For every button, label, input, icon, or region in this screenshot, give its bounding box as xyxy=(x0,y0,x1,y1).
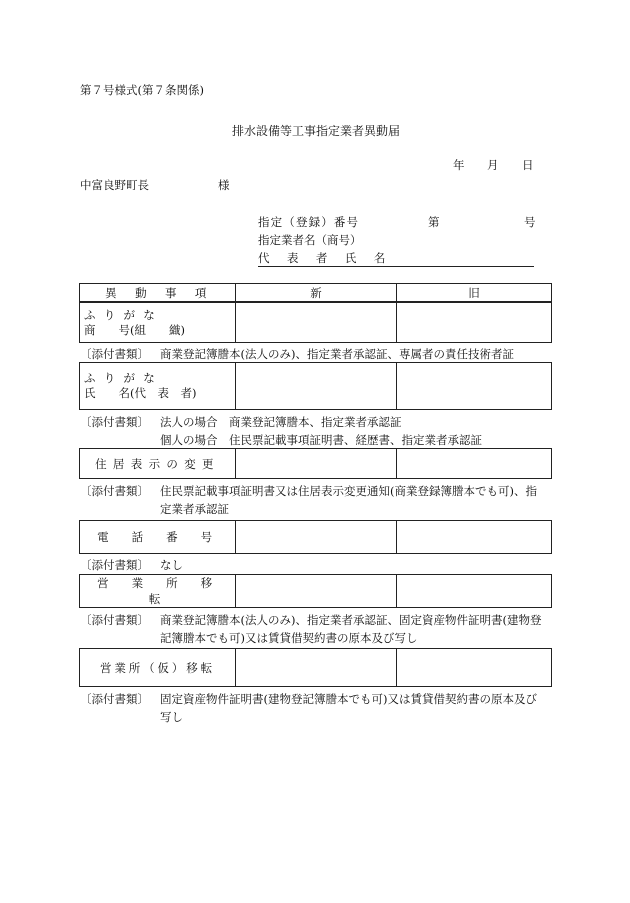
attachment-text: なし xyxy=(160,558,183,572)
row-label xyxy=(80,363,236,410)
new-value-cell[interactable] xyxy=(236,521,397,554)
column-header-item: 異 動 事 項 xyxy=(80,284,236,302)
attachment-note-temporary-office-relocation xyxy=(80,690,537,726)
attachment-note-representative xyxy=(80,413,482,449)
attachment-tag: 〔添付書類〕 xyxy=(80,692,149,706)
attachment-tag: 〔添付書類〕 xyxy=(80,415,149,429)
old-value-cell[interactable] xyxy=(397,575,552,608)
attachment-note-address-display xyxy=(80,482,537,518)
new-value-cell[interactable] xyxy=(236,303,397,343)
document-title: 排水設備等工事指定業者異動届 xyxy=(232,124,401,138)
old-value-cell[interactable] xyxy=(397,521,552,554)
addressee-name: 中富良野町長 xyxy=(80,178,149,192)
registration-number-label: 指定（登録）番号 xyxy=(258,215,360,229)
change-row-representative xyxy=(79,362,552,410)
attachment-text: 法人の場合 商業登記簿謄本、指定業者承認証 xyxy=(160,415,402,429)
furigana-label: ふ り が な xyxy=(84,307,158,322)
header-table xyxy=(79,283,552,302)
attachment-text: 個人の場合 住民票記載事項証明書、経歴書、指定業者承認証 xyxy=(160,433,482,447)
company-name-label: 指定業者名（商号） xyxy=(258,233,362,247)
attachment-tag: 〔添付書類〕 xyxy=(80,347,149,361)
registration-suffix: 号 xyxy=(524,215,536,229)
item-label: 電 話 番 号 xyxy=(80,521,236,554)
registration-prefix: 第 xyxy=(428,215,440,229)
attachment-note-office-relocation xyxy=(80,611,541,647)
attachment-text: 定業者承認証 xyxy=(160,502,229,516)
new-value-cell[interactable] xyxy=(236,449,397,479)
addressee-honorific: 様 xyxy=(218,178,230,192)
item-label: 商 号(組 織) xyxy=(84,322,185,337)
attachment-note-phone xyxy=(80,557,183,573)
change-row-phone xyxy=(79,520,552,554)
item-label: 営業所（仮）移転 xyxy=(80,649,236,687)
item-label: 営 業 所 移 転 xyxy=(80,575,236,608)
representative-line xyxy=(258,250,534,265)
representative-label: 代 表 者 氏 名 xyxy=(258,251,393,265)
date-day: 日 xyxy=(522,158,534,172)
item-label: 住居表示の変更 xyxy=(80,449,236,479)
date-month: 月 xyxy=(487,158,499,172)
attachment-tag: 〔添付書類〕 xyxy=(80,484,149,498)
attachment-text: 商業登記簿謄本(法人のみ)、指定業者承認証、専属者の責任技術者証 xyxy=(160,347,514,361)
old-value-cell[interactable] xyxy=(397,449,552,479)
attachment-text: 写し xyxy=(160,710,183,724)
date-year: 年 xyxy=(453,158,465,172)
furigana-label: ふ り が な xyxy=(84,371,158,385)
attachment-tag: 〔添付書類〕 xyxy=(80,613,149,627)
new-value-cell[interactable] xyxy=(236,649,397,687)
attachment-text: 住民票記載事項証明書又は住居表示変更通知(商業登録簿謄本でも可)、指 xyxy=(160,484,537,498)
attachment-text: 記簿謄本でも可)又は賃貸借契約書の原本及び写し xyxy=(160,631,418,645)
change-row-address-display xyxy=(79,448,552,479)
new-value-cell[interactable] xyxy=(236,363,397,410)
attachment-text: 商業登記簿謄本(法人のみ)、指定業者承認証、固定資産物件証明書(建物登 xyxy=(160,613,542,627)
old-value-cell[interactable] xyxy=(397,363,552,410)
form-number: 第７号様式(第７条関係) xyxy=(80,83,204,97)
attachment-text: 固定資産物件証明書(建物登記簿謄本でも可)又は賃貸借契約書の原本及び xyxy=(160,692,537,706)
attachment-tag: 〔添付書類〕 xyxy=(80,558,149,572)
change-row-temporary-office-relocation xyxy=(79,648,552,687)
change-row-office-relocation xyxy=(79,574,552,608)
row-label xyxy=(80,303,236,343)
change-row-trade-name xyxy=(79,302,552,343)
new-value-cell[interactable] xyxy=(236,575,397,608)
item-label: 氏 名(代 表 者) xyxy=(84,386,197,400)
column-header-old: 旧 xyxy=(397,284,552,302)
attachment-note-trade-name xyxy=(80,346,514,362)
old-value-cell[interactable] xyxy=(397,303,552,343)
old-value-cell[interactable] xyxy=(397,649,552,687)
column-header-new: 新 xyxy=(236,284,397,302)
